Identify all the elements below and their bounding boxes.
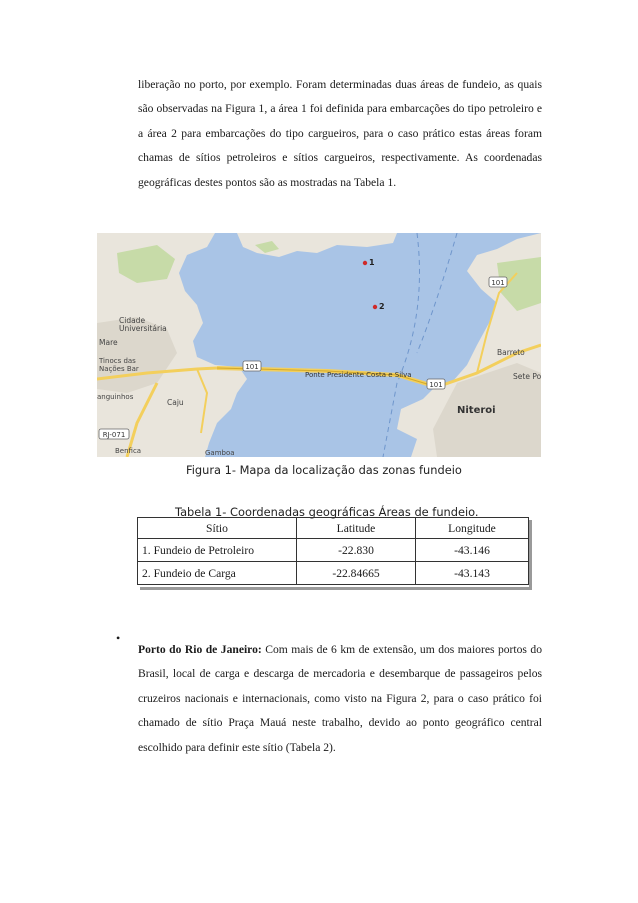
port-paragraph-text: Com mais de 6 km de extensão, um dos maiores portos do Brasil, local de carga e descarga de mercadoria e desembarque de passageiros pelos cruzeiros nacionais e internacionais, como visto na Figura 2, para o caso prático foi chamado de sítio Praça Mauá neste trabalho, devido ao ponto geográfico central escolhido para definir este sítio (Tabela 2). [138,642,542,754]
table-shadow-right [529,520,532,590]
header-longitude: Longitude [416,518,529,539]
cell-longitude: -43.146 [416,539,529,562]
benfica-label: Benfica [115,447,142,455]
cidade-label-2: Universitária [119,324,167,333]
table-row [138,539,529,562]
table-caption: Tabela 1- Coordenadas geográficas Áreas de fundeio. [175,505,479,519]
route-101-c-label: 101 [429,381,443,389]
table-row [138,562,529,585]
coordinates-table [137,517,529,585]
anchorage-marker-2-label: 2 [379,302,385,311]
cidade-label-1: Cidade [119,316,146,325]
table-header-row [138,518,529,539]
bullet-point: • [116,631,121,645]
intro-paragraph: liberação no porto, por exemplo. Foram determinadas duas áreas de fundeio, as quais são observadas na Figura 1, a área 1 foi definida para embarcações do tipo petroleiro e a área 2 para embarcações do tipo cargueiros, para o caso prático estas áreas foram chamas de sítios petroleiros e sítios cargueiros, respectivamente. As coordenadas geográficas destes pontos são as mostradas na Tabela 1. [138,77,542,189]
header-sitio: Sítio [138,518,297,539]
table-shadow-bottom [140,587,532,590]
harbor-map [97,233,541,457]
cell-latitude: -22.84665 [297,562,416,585]
caju-label: Caju [167,398,184,407]
cell-site-name: 2. Fundeio de Carga [138,562,297,585]
anchorage-marker-1-label: 1 [369,258,375,267]
anchorage-marker-1 [363,261,367,265]
cell-latitude: -22.830 [297,539,416,562]
tinocs-label-1: Tinocs das [99,357,136,365]
route-rj071-label: RJ-071 [102,431,126,439]
sete-po-label: Sete Po [513,372,541,381]
figure-caption: Figura 1- Mapa da localização das zonas fundeio [186,463,462,477]
gamboa-label: Gamboa [205,449,235,457]
mare-label: Mare [99,338,118,347]
route-101-a-label: 101 [245,363,259,371]
cell-longitude: -43.143 [416,562,529,585]
bridge-label: Ponte Presidente Costa e Silva [305,371,412,379]
header-latitude: Latitude [297,518,416,539]
route-101-b-label: 101 [491,279,505,287]
anguinhos-label: anguinhos [97,393,134,401]
barreto-label: Barreto [497,348,525,357]
anchorage-marker-2 [373,305,377,309]
port-paragraph [138,638,542,761]
cell-site-name: 1. Fundeio de Petroleiro [138,539,297,562]
niteroi-label: Niteroi [457,405,496,416]
port-heading: Porto do Rio de Janeiro: [138,642,262,656]
map-svg [97,233,541,457]
tinocs-label-2: Nações Bar [99,365,139,373]
